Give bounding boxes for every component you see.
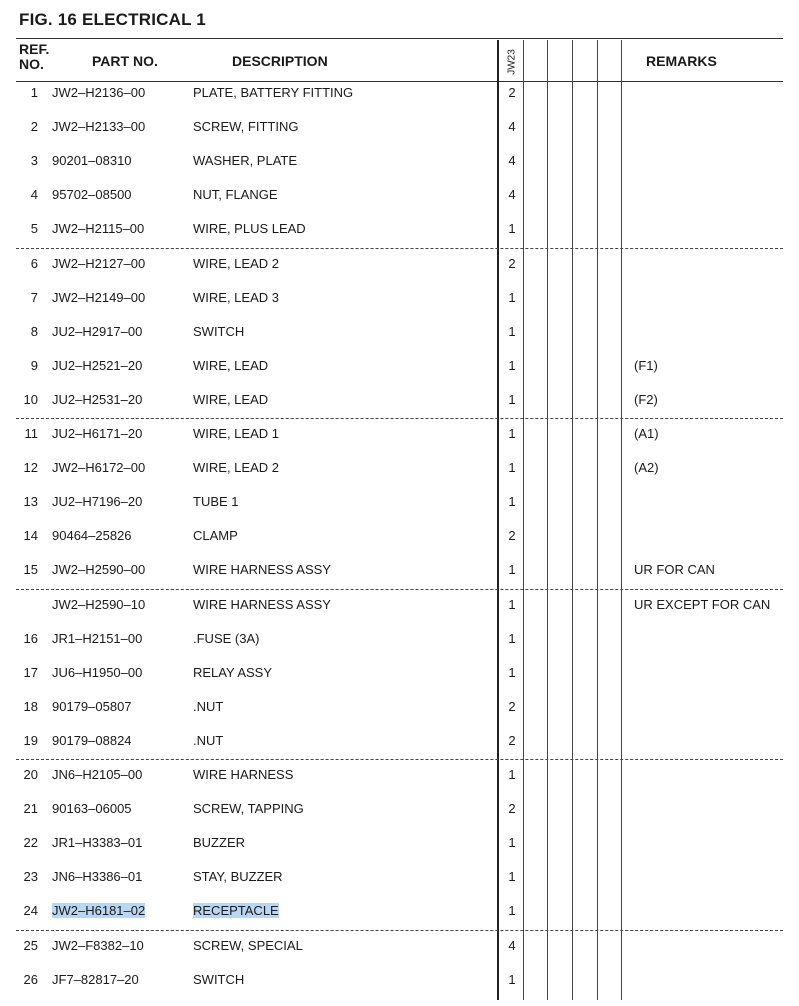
part-number-cell: 90163–06005: [52, 801, 132, 817]
ref-cell: 8: [30, 323, 38, 339]
description-cell: SCREW, TAPPING: [193, 801, 304, 817]
quantity-cell: 1: [508, 596, 516, 612]
description-cell: .NUT: [193, 698, 224, 714]
table-row: [0, 767, 799, 801]
table-row: [0, 972, 799, 1006]
description-cell: BUZZER: [193, 835, 245, 851]
description-cell: PLATE, BATTERY FITTING: [193, 85, 354, 100]
description-cell: WIRE, LEAD 3: [193, 289, 279, 305]
quantity-cell: 4: [508, 187, 516, 203]
ref-cell: 25: [23, 937, 38, 953]
part-number-cell: JW2–H2115–00: [52, 221, 145, 237]
header-part-no: PART NO.: [92, 53, 158, 69]
part-number-cell: JW2–H2133–00: [52, 119, 146, 135]
table-row: [0, 119, 799, 153]
group-separator: [16, 248, 783, 249]
part-number-cell: JU6–H1950–00: [52, 664, 143, 680]
ref-cell: 16: [23, 630, 38, 646]
quantity-cell: 1: [508, 630, 516, 646]
ref-cell: 5: [30, 221, 38, 237]
description-cell: WIRE, PLUS LEAD: [193, 221, 306, 237]
quantity-cell: 2: [508, 528, 516, 544]
table-row: [0, 85, 799, 119]
quantity-cell: 1: [508, 460, 516, 476]
header-model: [504, 44, 520, 80]
part-number-cell: JU2–H7196–20: [52, 494, 143, 510]
table-row: [0, 460, 799, 494]
table-row: [0, 562, 799, 596]
description-cell: .NUT: [193, 732, 224, 748]
ref-cell: 20: [23, 767, 38, 782]
table-row: [0, 903, 799, 937]
ref-cell: 9: [30, 357, 38, 373]
description-cell: WIRE HARNESS: [193, 767, 294, 782]
part-number-cell: 90464–25826: [52, 528, 132, 544]
ref-cell: 6: [30, 255, 38, 271]
ref-cell: 21: [23, 801, 38, 817]
quantity-cell: 4: [508, 937, 516, 953]
table-row: [0, 290, 799, 324]
part-number-cell: JW2–H6172–00: [52, 460, 146, 476]
ref-cell: 23: [23, 869, 38, 885]
description-cell: WIRE HARNESS ASSY: [193, 596, 331, 612]
figure-title: FIG. 16 ELECTRICAL 1: [19, 10, 206, 29]
ref-cell: 15: [23, 562, 38, 578]
quantity-cell: 1: [508, 221, 516, 237]
ref-cell: 2: [30, 119, 38, 135]
description-cell: TUBE 1: [193, 494, 239, 510]
header-description: DESCRIPTION: [232, 53, 328, 69]
ref-cell: 4: [30, 187, 38, 203]
table-row: [0, 426, 799, 460]
group-separator: [16, 418, 783, 419]
description-cell: STAY, BUZZER: [193, 869, 283, 885]
part-number-cell: JW2–H2590–10: [52, 596, 146, 612]
part-number-cell: 90179–08824: [52, 732, 132, 748]
remarks-cell: (F1): [634, 357, 658, 373]
part-number-cell: 90201–08310: [52, 153, 132, 169]
description-cell: WIRE, LEAD: [193, 391, 269, 407]
part-number-cell: JR1–H2151–00: [52, 630, 143, 646]
ref-cell: 3: [30, 153, 38, 169]
quantity-cell: 2: [508, 255, 516, 271]
quantity-cell: 2: [508, 732, 516, 748]
description-cell: WIRE, LEAD: [193, 357, 269, 373]
part-number-cell: JN6–H3386–01: [52, 869, 143, 885]
remarks-cell: UR FOR CAN: [634, 562, 715, 578]
part-number-cell: JU2–H2917–00: [52, 323, 143, 339]
part-number-cell: JW2–H2149–00: [52, 289, 146, 305]
quantity-cell: 1: [508, 289, 516, 305]
header-rule: [16, 81, 783, 82]
group-separator: [16, 589, 783, 590]
ref-cell: 7: [30, 289, 38, 305]
description-cell: RECEPTACLE: [193, 903, 279, 919]
description-cell: WIRE, LEAD 2: [193, 255, 279, 271]
quantity-cell: 1: [508, 426, 516, 441]
remarks-cell: UR EXCEPT FOR CAN: [634, 596, 771, 612]
ref-cell: 19: [23, 732, 38, 748]
table-row: [0, 494, 799, 528]
part-number-cell: 95702–08500: [52, 187, 132, 203]
quantity-cell: 1: [508, 869, 516, 885]
part-number-cell: 90179–05807: [52, 698, 132, 714]
remarks-cell: (A1): [634, 426, 659, 441]
quantity-cell: 2: [508, 698, 516, 714]
description-cell: WIRE HARNESS ASSY: [193, 562, 331, 578]
ref-cell: 18: [23, 698, 38, 714]
description-cell: SCREW, SPECIAL: [193, 937, 303, 953]
table-row: [0, 187, 799, 221]
table-row: [0, 835, 799, 869]
part-number-cell: JW2–F8382–10: [52, 937, 144, 953]
ref-cell: 17: [23, 664, 38, 680]
header-remarks: REMARKS: [646, 53, 717, 69]
table-row: [0, 597, 799, 631]
description-cell: SWITCH: [193, 323, 245, 339]
quantity-cell: 1: [508, 767, 516, 782]
part-number-cell: JF7–82817–20: [52, 971, 139, 987]
table-row: [0, 324, 799, 358]
table-row: [0, 528, 799, 562]
part-number-cell: JU2–H6171–20: [52, 426, 143, 441]
table-row: [0, 221, 799, 255]
ref-cell: 24: [23, 903, 38, 919]
top-rule: [16, 38, 783, 39]
part-number-cell: JU2–H2521–20: [52, 357, 143, 373]
ref-cell: 12: [23, 460, 38, 476]
description-cell: WASHER, PLATE: [193, 153, 298, 169]
ref-cell: 1: [30, 85, 38, 100]
part-number-cell: JW2–H2590–00: [52, 562, 146, 578]
ref-cell: 22: [23, 835, 38, 851]
header-ref-line1: REF.: [19, 41, 50, 57]
part-number-cell: JW2–H2127–00: [52, 255, 146, 271]
quantity-cell: 4: [508, 119, 516, 135]
quantity-cell: 1: [508, 357, 516, 373]
table-row: [0, 699, 799, 733]
description-cell: SWITCH: [193, 971, 245, 987]
table-row: [0, 358, 799, 392]
quantity-cell: 1: [508, 323, 516, 339]
description-cell: RELAY ASSY: [193, 664, 273, 680]
table-row: [0, 733, 799, 767]
ref-cell: 13: [23, 494, 38, 510]
description-cell: NUT, FLANGE: [193, 187, 278, 203]
description-cell: CLAMP: [193, 528, 238, 544]
table-row: [0, 869, 799, 903]
table-row: [0, 256, 799, 290]
part-number-cell: JW2–H6181–02: [52, 903, 146, 919]
part-number-cell: JU2–H2531–20: [52, 391, 143, 407]
quantity-cell: 1: [508, 664, 516, 680]
table-row: [0, 801, 799, 835]
table-row: [0, 938, 799, 972]
part-number-cell: JR1–H3383–01: [52, 835, 143, 851]
part-number-cell: JW2–H2136–00: [52, 85, 146, 100]
ref-cell: 14: [23, 528, 38, 544]
header-ref-no: [19, 42, 49, 72]
header-ref-line2: NO.: [19, 56, 44, 72]
ref-cell: 11: [24, 426, 38, 441]
quantity-cell: 1: [508, 971, 516, 987]
ref-cell: 26: [23, 971, 38, 987]
quantity-cell: 4: [508, 153, 516, 169]
quantity-cell: 1: [508, 391, 516, 407]
quantity-cell: 1: [508, 903, 516, 919]
header-model-label: JW23: [506, 49, 518, 75]
quantity-cell: 2: [508, 801, 516, 817]
quantity-cell: 1: [508, 835, 516, 851]
table-row: [0, 392, 799, 426]
part-number-cell: JN6–H2105–00: [52, 767, 143, 782]
group-separator: [16, 930, 783, 931]
ref-cell: 10: [23, 391, 38, 407]
table-row: [0, 153, 799, 187]
quantity-cell: 1: [508, 562, 516, 578]
description-cell: WIRE, LEAD 2: [193, 460, 279, 476]
description-cell: WIRE, LEAD 1: [193, 426, 279, 441]
description-cell: .FUSE (3A): [193, 630, 260, 646]
quantity-cell: 1: [508, 494, 516, 510]
description-cell: SCREW, FITTING: [193, 119, 299, 135]
table-row: [0, 631, 799, 665]
group-separator: [16, 759, 783, 760]
table-row: [0, 665, 799, 699]
remarks-cell: (A2): [634, 460, 659, 476]
quantity-cell: 2: [508, 85, 516, 100]
remarks-cell: (F2): [634, 391, 658, 407]
